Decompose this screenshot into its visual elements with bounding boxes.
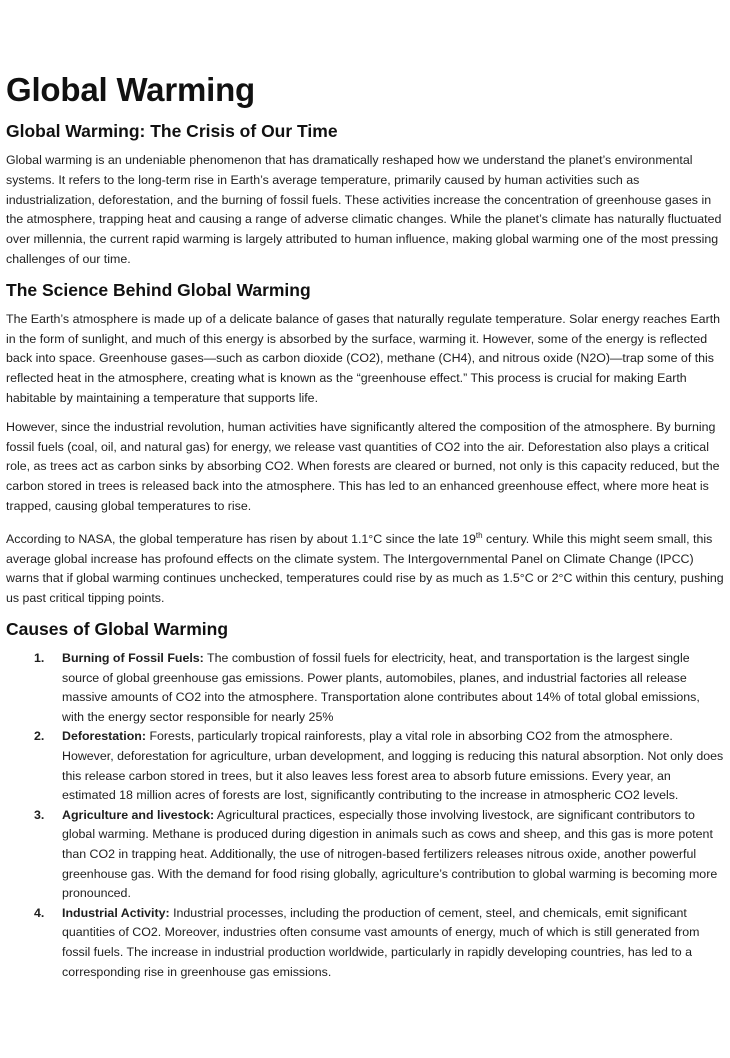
section-science <box>6 279 724 609</box>
list-text: Agricultural practices, especially those involving livestock, are significant contributors to global warming. Methane is produced during digestion in animals such as cows and sheep, and this gas is more potent than CO2 in trapping heat. Additionally, the use of nitrogen-based fertilizers releases nitrous oxide, another powerful greenhouse gas. With the demand for food rising globally, agriculture’s contribution to global warming is becoming more pronounced. <box>62 807 718 901</box>
section-causes <box>6 618 724 982</box>
list-text: The combustion of fossil fuels for electricity, heat, and transportation is the largest single source of global greenhouse gas emissions. Power plants, automobiles, planes, and industrial factories all release massive amounts of CO2 into the atmosphere. Transportation alone contributes about 14% of total global emissions, with the energy sector responsible for nearly 25% <box>62 651 700 724</box>
section-crisis <box>6 120 724 270</box>
list-text: Industrial processes, including the production of cement, steel, and chemicals, emit significant quantities of CO2. Moreover, industries often consume vast amounts of energy, much of which is still generated from fossil fuels. The increase in industrial production worldwide, particularly in rapidly developing countries, has led to a corresponding rise in greenhouse gas emissions. <box>62 905 700 979</box>
paragraph-text: According to NASA, the global temperature has risen by about 1.1°C since the late 19 <box>6 531 476 546</box>
section-heading: Causes of Global Warming <box>6 619 229 640</box>
list-item <box>6 649 724 727</box>
paragraph-nasa <box>6 526 724 609</box>
paragraph-text: century. While this might seem small, this average global increase has profound effects on the climate system. The Intergovernmental Panel on Climate Change (IPCC) warns that if global warming continues unchecked, temperatures could rise by as much as 1.5°C or 2°C within this century, pushing us past critical tipping points. <box>6 531 724 606</box>
list-item <box>6 904 724 982</box>
list-term: Industrial Activity: <box>62 905 170 920</box>
paragraph: The Earth’s atmosphere is made up of a delicate balance of gases that naturally regulate temperature. Solar energy reaches Earth in the form of sunlight, and much of this energy is absorbed by the surface, warming it. However, some of the energy is reflected back into space. Greenhouse gases—such as carbon dioxide (CO2), methane (CH4), and nitrous oxide (N2O)—trap some of this reflected heat in the atmosphere, creating what is known as the “greenhouse effect.” This process is crucial for making Earth habitable by maintaining a temperature that supports life. <box>6 311 721 405</box>
list-number: 3. <box>34 807 45 822</box>
list-number: 4. <box>34 905 45 920</box>
paragraph: Global warming is an undeniable phenomenon that has dramatically reshaped how we understand the planet’s environmental systems. It refers to the long-term rise in Earth’s average temperature, primarily caused by human activities such as industrialization, deforestation, and the burning of fossil fuels. These activities increase the concentration of greenhouse gases in the atmosphere, trapping heat and causing a range of adverse climatic changes. While the planet’s climate has naturally fluctuated over millennia, the current rapid warming is largely attributed to human influence, making global warming one of the most pressing challenges of our time. <box>6 153 722 266</box>
list-term: Deforestation: <box>62 729 146 744</box>
section-heading: Global Warming: The Crisis of Our Time <box>6 121 338 141</box>
ordinal-superscript: th <box>475 530 483 540</box>
paragraph: However, since the industrial revolution, human activities have significantly altered the composition of the atmosphere. By burning fossil fuels (coal, oil, and natural gas) for energy, we release vast quantities of CO2 into the air. Deforestation also plays a critical role, as trees act as carbon sinks by absorbing CO2. When forests are cleared or burned, not only is this capacity reduced, but the carbon stored in trees is released back into the atmosphere. This has led to an enhanced greenhouse effect, where more heat is trapped, causing global temperatures to rise. <box>6 419 720 513</box>
list-item <box>6 727 724 805</box>
section-heading: The Science Behind Global Warming <box>6 279 311 300</box>
list-term: Burning of Fossil Fuels: <box>62 651 204 666</box>
list-item <box>6 806 724 904</box>
list-term: Agriculture and livestock: <box>62 807 215 822</box>
list-text: Forests, particularly tropical rainforests, play a vital role in absorbing CO2 from the atmosphere. However, deforestation for agriculture, urban development, and logging is reducing this natural absorption. Not only does this release carbon stored in trees, but it also leaves less forest area to absorb future emissions. Every year, an estimated 18 million acres of forests are lost, significantly contributing to the increase in atmospheric CO2 levels. <box>62 729 724 803</box>
causes-list <box>6 649 724 982</box>
document-title: Global Warming <box>6 71 255 108</box>
list-number: 1. <box>34 651 45 666</box>
list-number: 2. <box>34 729 45 744</box>
